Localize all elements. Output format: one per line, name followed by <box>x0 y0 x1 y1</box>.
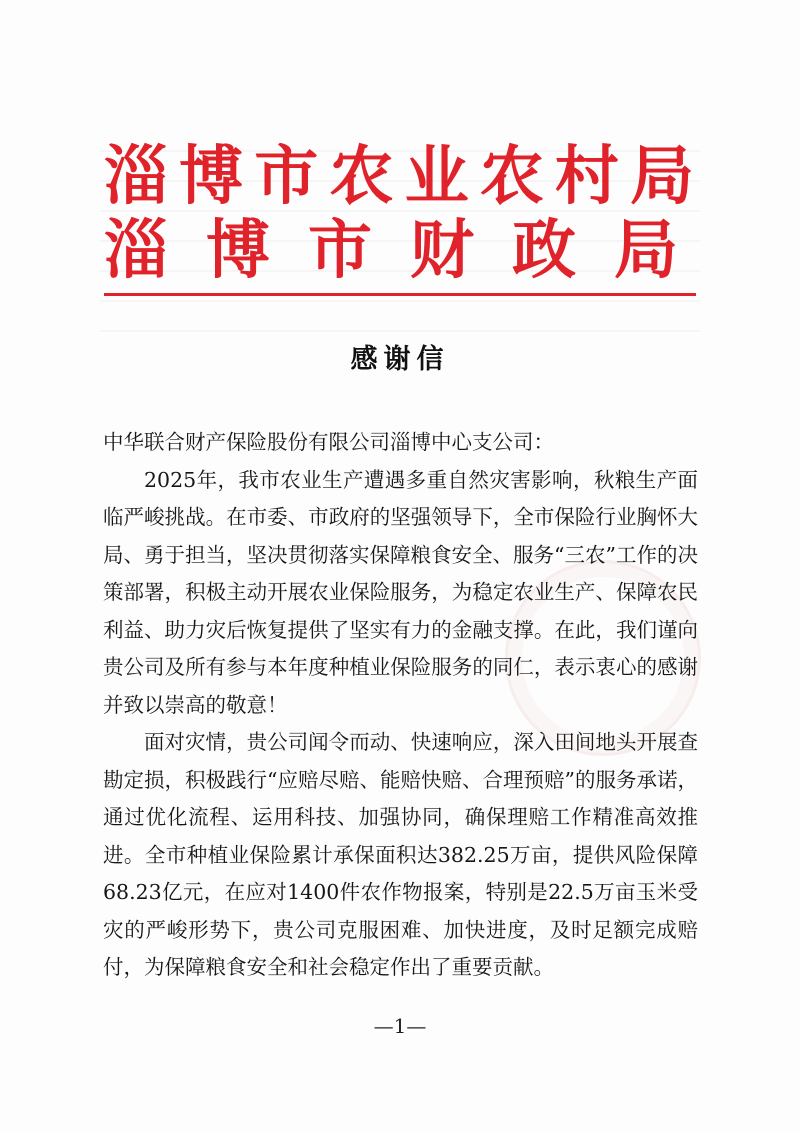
letterhead-red-rule <box>104 293 696 296</box>
letterhead <box>104 140 696 288</box>
page-number: —1— <box>373 1014 427 1038</box>
paragraph-1: 2025年，我市农业生产遭遇多重自然灾害影响，秋粮生产面临严峻挑战。在市委、市政府的坚强领导下，全市保险行业胸怀大局、勇于担当，坚决贯彻落实保障粮食安全、服务“三农”工作的决策部署，积极主动开展农业保险服务，为稳定农业生产、保障农民利益、助力灾后恢复提供了坚实有力的金融支撑。在此，我们谨向贵公司及所有参与本年度种植业保险服务的同仁，表示衷心的感谢并致以崇高的敬意！ <box>103 467 698 717</box>
salutation: 中华联合财产保险股份有限公司淄博中心支公司： <box>103 430 554 454</box>
issuer-name-finance-bureau: 淄博市财政局 <box>104 213 696 288</box>
paragraph-2: 面对灾情，贵公司闻令而动、快速响应，深入田间地头开展查勘定损，积极践行“应赔尽赔、能赔快赔、合理预赔”的服务承诺，通过优化流程、运用科技、加强协同，确保理赔工作精准高效推进。全市种植业保险累计承保面积达382.25万亩，提供风险保障68.23亿元，在应对1400件农作物报案，特别是22.5万亩玉米受灾的严峻形势下，贵公司克服困难、加快进度，及时足额完成赔付，为保障粮食安全和社会稳定作出了重要贡献。 <box>103 730 698 979</box>
letter-title: 感谢信 <box>350 344 450 375</box>
issuer-name-agriculture-bureau: 淄博市农业农村局 <box>104 139 696 214</box>
letter-body <box>103 424 698 987</box>
